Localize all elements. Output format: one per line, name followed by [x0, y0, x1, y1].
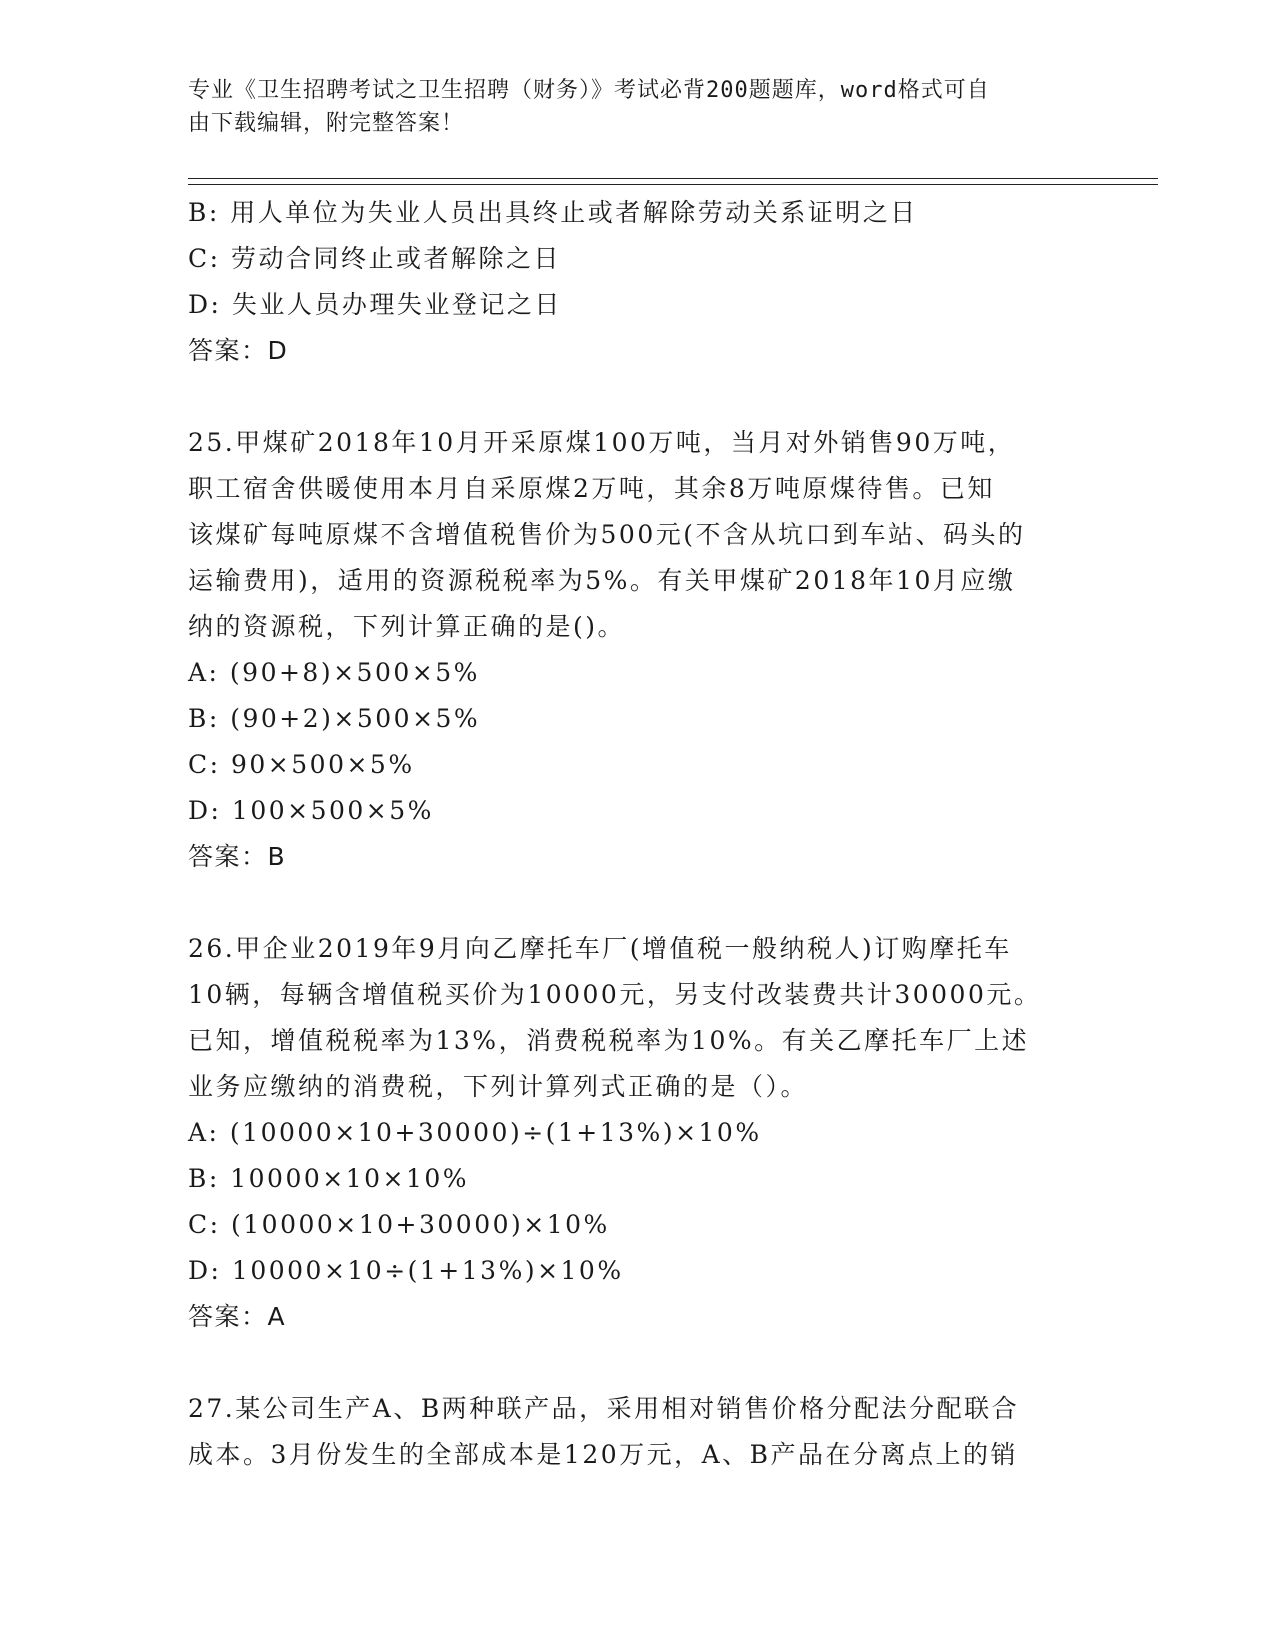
- answer: 答案：B: [188, 842, 287, 871]
- option-c: C: 90×500×5%: [188, 750, 415, 779]
- option-c: C: (10000×10+30000)×10%: [188, 1210, 610, 1239]
- question-stem-line: 职工宿舍供暖使用本月自采原煤2万吨，其余8万吨原煤待售。已知: [188, 474, 995, 503]
- question-25: [188, 420, 1088, 880]
- option-a: A: (90+8)×500×5%: [188, 658, 480, 687]
- header-line-1: 专业《卫生招聘考试之卫生招聘（财务）》考试必背200题题库，word格式可自: [188, 78, 990, 103]
- answer: 答案：A: [188, 1302, 287, 1331]
- option-b: B: 10000×10×10%: [188, 1164, 470, 1193]
- question-stem-line: 纳的资源税，下列计算正确的是()。: [188, 612, 626, 641]
- question-stem-line: 运输费用)，适用的资源税税率为5%。有关甲煤矿2018年10月应缴: [188, 566, 1016, 595]
- option-b: B: (90+2)×500×5%: [188, 704, 481, 733]
- option-d: D: 10000×10÷(1+13%)×10%: [188, 1256, 624, 1285]
- option-d: D: 失业人员办理失业登记之日: [188, 290, 562, 319]
- header-rule-top: [188, 178, 1158, 179]
- question-24-tail: [188, 190, 1088, 374]
- question-stem-line: 27.某公司生产A、B两种联产品，采用相对销售价格分配法分配联合: [188, 1394, 1020, 1423]
- option-c: C: 劳动合同终止或者解除之日: [188, 244, 561, 273]
- question-stem-line: 26.甲企业2019年9月向乙摩托车厂(增值税一般纳税人)订购摩托车: [188, 934, 1012, 963]
- question-stem-line: 成本。3月份发生的全部成本是120万元，A、B产品在分离点上的销: [188, 1440, 1019, 1469]
- question-26: [188, 926, 1088, 1340]
- question-stem-line: 25.甲煤矿2018年10月开采原煤100万吨，当月对外销售90万吨，: [188, 428, 1016, 457]
- option-a: A: (10000×10+30000)÷(1+13%)×10%: [188, 1118, 762, 1147]
- question-stem-line: 业务应缴纳的消费税，下列计算列式正确的是（）。: [188, 1072, 809, 1101]
- answer: 答案：D: [188, 336, 289, 365]
- document-body: [188, 190, 1088, 1478]
- option-d: D: 100×500×5%: [188, 796, 434, 825]
- question-stem-line: 已知，增值税税率为13%，消费税税率为10%。有关乙摩托车厂上述: [188, 1026, 1030, 1055]
- question-stem-line: 该煤矿每吨原煤不含增值税售价为500元(不含从坑口到车站、码头的: [188, 520, 1026, 549]
- question-27: [188, 1386, 1088, 1478]
- option-b: B: 用人单位为失业人员出具终止或者解除劳动关系证明之日: [188, 198, 918, 227]
- header-rule-bottom: [188, 184, 1158, 185]
- document-header: [188, 74, 1088, 140]
- question-stem-line: 10辆，每辆含增值税买价为10000元，另支付改装费共计30000元。: [188, 980, 1042, 1009]
- header-line-2: 由下载编辑，附完整答案！: [188, 111, 465, 136]
